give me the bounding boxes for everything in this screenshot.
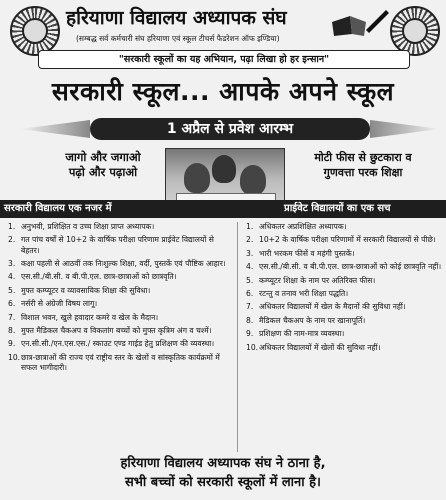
column-divider: [237, 222, 238, 452]
list-item: [8, 299, 230, 309]
footer-pledge: [10, 454, 436, 492]
list-item: [246, 249, 442, 259]
item-text: नर्सरी से अंग्रेजी विषय लागू।: [21, 299, 98, 309]
main-headline: सरकारी स्कूल... आपके अपने स्कूल: [51, 77, 395, 106]
item-number: 7.: [8, 312, 16, 322]
item-number: 5.: [8, 285, 16, 295]
footer-line: सभी बच्चों को सरकारी स्कूलों में लाना है।: [124, 475, 321, 490]
item-text: अनुभवी, प्रशिक्षित व उच्च शिक्षा प्राप्त अध्यापक।: [21, 222, 155, 231]
item-number: 6.: [246, 288, 254, 298]
item-text: प्रशिक्षण की नाम-मात्र व्यवस्था।: [259, 329, 345, 339]
student-figure: [184, 163, 210, 193]
item-text: मुफ्त मैडिकल चैकअप व विकलांग बच्चों को मुफ्त कृत्रिम अंग व चश्में।: [21, 325, 212, 335]
right-seal-logo-icon: [390, 6, 440, 56]
student-figure: [240, 165, 266, 195]
item-number: 2.: [246, 235, 254, 245]
student-figure: [212, 155, 236, 183]
admission-banner: 1 अप्रैल से प्रवेश आरम्भ: [90, 118, 370, 140]
footer-line: हरियाणा विद्यालय अध्यापक संघ ने ठाना है,: [120, 456, 326, 471]
tagline-right-line: गुणवत्ता परक शिक्षा: [323, 166, 403, 179]
list-item: [8, 353, 230, 373]
list-item: [8, 313, 230, 323]
item-text: एन.सी.सी./एन.एस.एस./ स्काउट एण्ड गाईड हेतु प्रशिक्षण की व्यवस्था।: [21, 339, 215, 349]
list-item: [246, 235, 442, 245]
item-text: 10+2 के वार्षिक परीक्षा परिणामों में सरकारी विद्यालयों से पीछे।: [259, 235, 436, 245]
item-number: 9.: [8, 339, 16, 349]
item-text: विशाल भवन, खुले हवादार कमरे व खेल के मैदान।: [21, 312, 159, 322]
item-number: 4.: [246, 262, 254, 272]
tagline-right-line: मोटी फीस से छुटकारा व: [314, 151, 412, 164]
list-item: [8, 326, 230, 336]
govt-schools-heading: सरकारी विद्यालय एक नजर में: [4, 203, 112, 214]
item-number: 6.: [8, 299, 16, 309]
item-text: गत पांच वर्षों से 10+2 के वार्षिक परीक्षा परिणाम प्राईवेट विद्यालयों से बेहतर।: [21, 235, 214, 255]
item-text: रटन्तु व तनाव भरी शिक्षा पद्धति।: [259, 288, 349, 298]
tagline-left-line: पढ़ो और पढ़ाओ: [68, 165, 138, 179]
list-item: [8, 259, 230, 269]
list-item: [8, 235, 230, 255]
item-number: 8.: [246, 315, 254, 325]
list-item: [246, 316, 442, 326]
list-item: [246, 262, 442, 272]
item-number: 4.: [8, 272, 16, 282]
item-number: 10.: [8, 352, 21, 362]
item-number: 7.: [246, 302, 254, 312]
list-item: [246, 276, 442, 286]
list-item: [246, 289, 442, 299]
item-text: कम्प्यूटर शिक्षा के नाम पर अतिरिक्त फीस।: [259, 275, 376, 285]
tagline-left: [38, 150, 168, 180]
tagline-left-line: जागो और जगाओ: [65, 150, 141, 164]
list-item: [8, 272, 230, 282]
slogan-banner: "सरकारी स्कूलों का यह अभियान, पढ़ा लिखा हो हर इन्सान": [38, 50, 410, 69]
item-number: 8.: [8, 325, 16, 335]
organization-name: हरियाणा विद्यालय अध्यापक संघ: [66, 7, 287, 29]
item-number: 1.: [246, 222, 254, 231]
list-item: [8, 339, 230, 349]
item-text: एस.सी./बी.सी. व बी.पी.एल. छात्र-छात्राओं को छात्रवृति।: [21, 272, 177, 282]
organization-affiliation: (सम्बद्ध सर्व कर्मचारी संघ हरियाणा एवं स्कूल टीचर्स फैडरेशन ऑफ इण्डिया): [76, 34, 280, 43]
govt-schools-list: [8, 222, 230, 376]
item-text: अधिकतर विद्यालयों में खेलों की सुविधा नहीं।: [259, 342, 381, 352]
item-text: अधिकतर अप्रशिक्षित अध्यापक।: [259, 222, 347, 231]
list-item: [8, 286, 230, 296]
item-number: 1.: [8, 222, 16, 231]
private-schools-heading: प्राईवेट विद्यालयों का एक सच: [284, 203, 391, 214]
list-item: [246, 302, 442, 312]
item-number: 9.: [246, 329, 254, 339]
item-text: कक्षा पहली से आठवीं तक निःशुल्क शिक्षा, वर्दी, पुस्तकें एवं पौष्टिक आहार।: [21, 258, 226, 268]
item-text: मुफ्त कम्प्यूटर व व्यावसायिक शिक्षा की सुविधा।: [21, 285, 151, 295]
item-text: भारी भरकम फीसें व महंगी पुस्तकें।: [259, 248, 355, 258]
private-schools-list: [246, 222, 442, 356]
list-item: [246, 329, 442, 339]
item-number: 3.: [246, 248, 254, 258]
item-text: एस.सी./बी.सी. व बी.पी.एल. छात्र-छात्राओं को कोई छात्रवृति नहीं।: [259, 262, 442, 272]
left-seal-logo-icon: [10, 6, 60, 56]
list-item: [246, 222, 442, 232]
list-item: [246, 343, 442, 353]
item-number: 2.: [8, 235, 16, 245]
item-text: अधिकतर विद्यालयों में खेल के मैदानों की सुविधा नहीं।: [259, 302, 406, 312]
right-banner-wing: [370, 120, 440, 138]
item-number: 3.: [8, 258, 16, 268]
item-number: 10.: [246, 342, 259, 352]
left-banner-wing: [20, 120, 90, 138]
item-text: मैडिकल चैकअप के नाम पर खानापूर्ति।: [259, 315, 366, 325]
list-item: [8, 222, 230, 232]
item-text: छात्र-छात्राओं की राज्य एवं राष्ट्रीय स्तर के खेलों व सांस्कृतिक कार्यक्रमों में सफल भागीदारी।: [21, 352, 220, 372]
tagline-right: [288, 150, 438, 180]
item-number: 5.: [246, 275, 254, 285]
